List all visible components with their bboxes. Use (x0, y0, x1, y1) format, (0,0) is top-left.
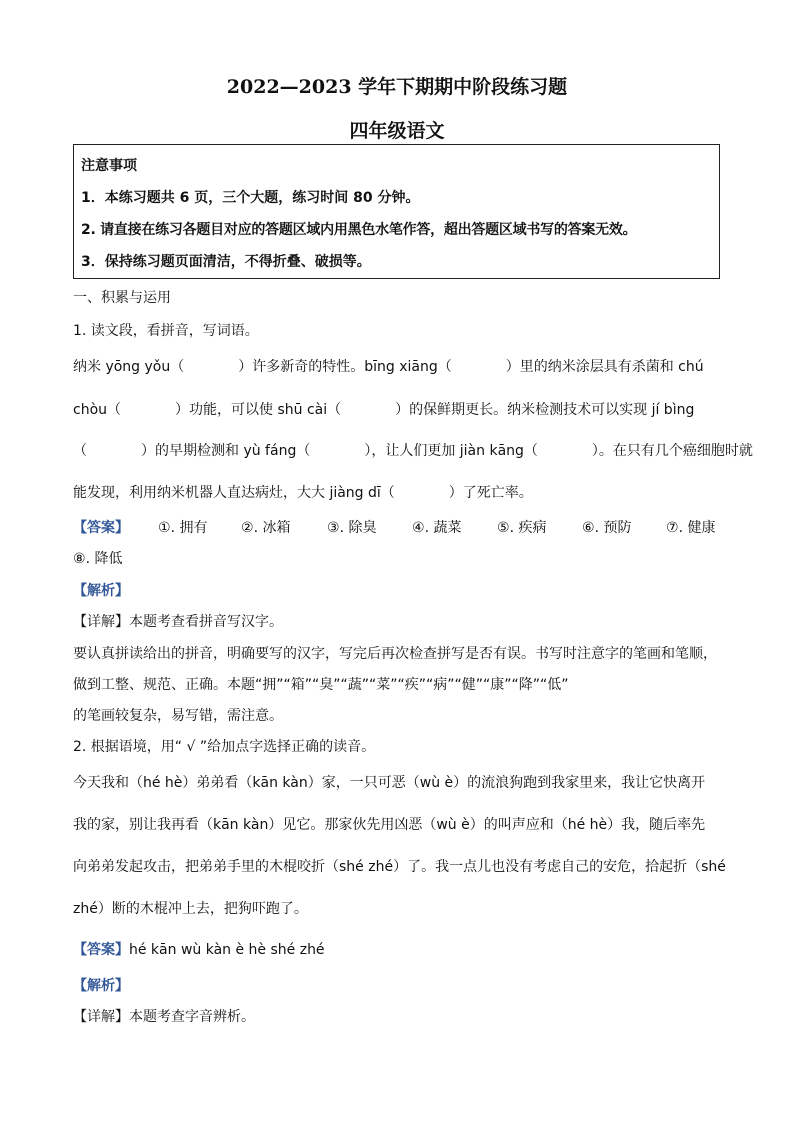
explain-line: 做到工整、规范、正确。本题“拥”“箱”“臭”“蔬”“菜”“疾”“病”“健”“康”“降”“低” (73, 677, 569, 693)
analysis-label: 【解析】 (73, 978, 129, 994)
question-stem: 1. 读文段，看拼音，写词语。 (73, 323, 259, 339)
notice-item: 1．本练习题共 6 页，三个大题，练习时间 80 分钟。 (81, 190, 420, 206)
explain-line: 的笔画较复杂，易写错，需注意。 (73, 708, 283, 724)
passage-line: chòu（ ）功能，可以使 shū cài（ ）的保鲜期更长。纳米检测技术可以实现 jí bìng (73, 402, 695, 418)
analysis-label: 【解析】 (73, 583, 129, 599)
passage-line: （ ）的早期检测和 yù fáng（ ），让人们更加 jiàn kāng（ ）。在只有几个癌细胞时就 (73, 443, 753, 459)
passage-line: 能发现，利用纳米机器人直达病灶，大大 jiàng dī（ ）了死亡率。 (73, 485, 533, 501)
detail-line: 【详解】本题考查字音辨析。 (73, 1009, 255, 1025)
question-stem: 2. 根据语境，用“ √ ”给加点字选择正确的读音。 (73, 739, 376, 755)
answer-item: ⑦. 健康 (666, 520, 716, 536)
answer-item: ④. 蔬菜 (412, 520, 462, 536)
passage-line: 今天我和（hé hè）弟弟看（kān kàn）家，一只可恶（wù è）的流浪狗跑到我家里来，我让它快离开 (73, 775, 706, 791)
page-title: 2022—2023 学年下期期中阶段练习题 (226, 76, 568, 98)
detail-line: 【详解】本题考查看拼音写汉字。 (73, 614, 283, 630)
section-title: 一、积累与运用 (73, 290, 171, 306)
explain-line: 要认真拼读给出的拼音，明确要写的汉字，写完后再次检查拼写是否有误。书写时注意字的笔画和笔顺， (73, 646, 717, 662)
passage-line: 向弟弟发起攻击，把弟弟手里的木棍咬折（shé zhé）了。我一点儿也没有考虑自己的安危，拾起折（shé (73, 859, 726, 875)
notice-heading: 注意事项 (81, 158, 137, 174)
answer-item: ⑥. 预防 (582, 520, 632, 536)
answer-item: ③. 除臭 (327, 520, 377, 536)
passage-line: 纳米 yōng yǒu（ ）许多新奇的特性。bīng xiāng（ ）里的纳米涂层具有杀菌和 chú (73, 359, 704, 375)
answer-item: ②. 冰箱 (241, 520, 291, 536)
passage-line: 我的家，别让我再看（kān kàn）见它。那家伙先用凶恶（wù è）的叫声应和（hé hè）我，随后率先 (73, 817, 706, 833)
notice-item: 2. 请直接在练习各题目对应的答题区域内用黑色水笔作答，超出答题区域书写的答案无效。 (81, 222, 637, 238)
answer-item: ①. 拥有 (158, 520, 208, 536)
answer-label: 【答案】 (73, 520, 129, 536)
notice-box (73, 144, 720, 279)
answer-item: ⑤. 疾病 (497, 520, 547, 536)
page-subtitle: 四年级语文 (349, 120, 445, 142)
notice-item: 3．保持练习题页面清洁，不得折叠、破损等。 (81, 254, 371, 270)
answer-line: 【答案】hé kān wù kàn è hè shé zhé (73, 942, 325, 958)
passage-line: zhé）断的木棍冲上去，把狗吓跑了。 (73, 901, 308, 917)
answer-item: ⑧. 降低 (73, 551, 123, 567)
